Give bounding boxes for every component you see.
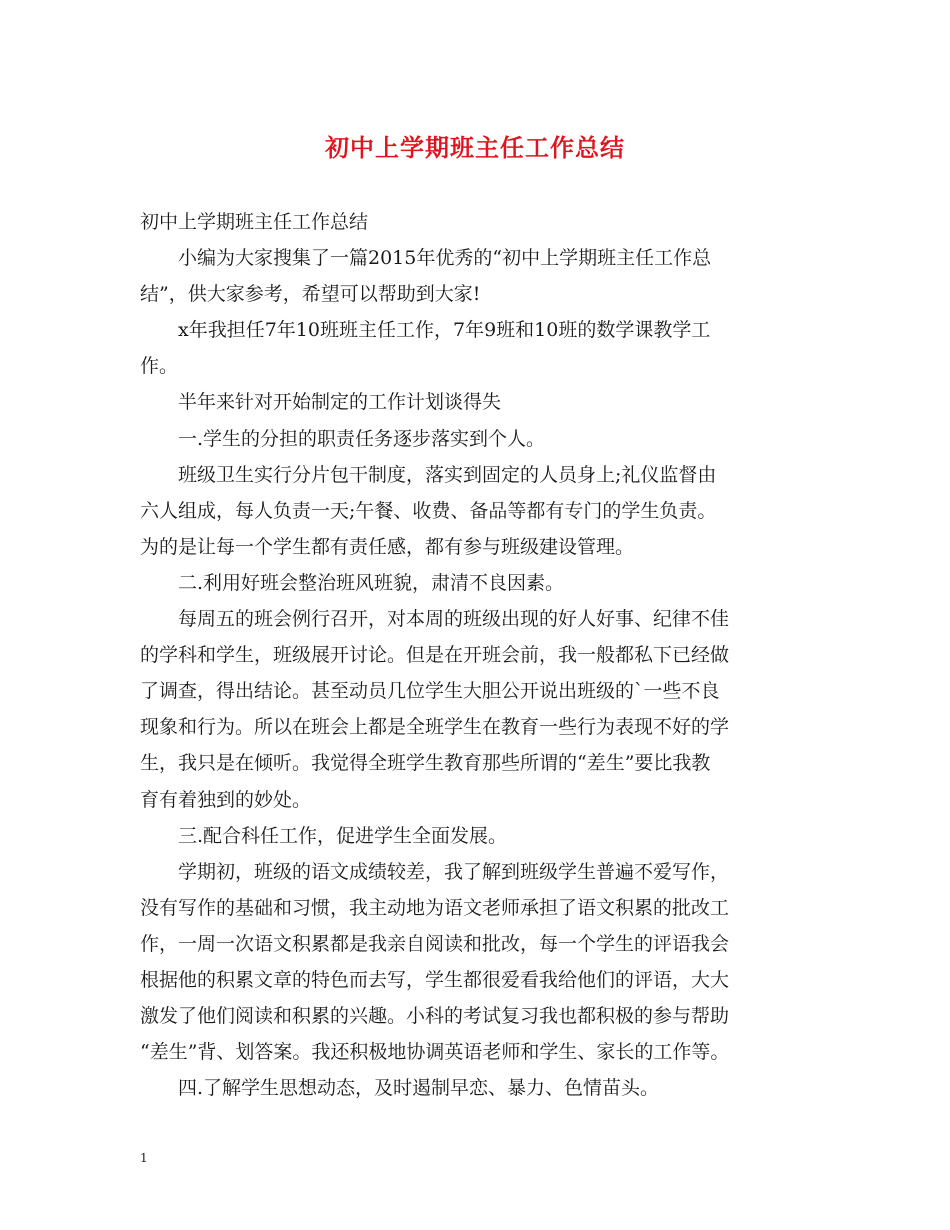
- text-line: 半年来针对开始制定的工作计划谈得失: [178, 391, 502, 414]
- text-line: 了调查，得出结论。甚至动员几位学生大胆公开说出班级的`一些不良: [140, 680, 720, 703]
- document-title: 初中上学期班主任工作总结: [325, 133, 625, 162]
- text-line: x年我担任7年10班班主任工作，7年9班和10班的数学课教学工: [178, 319, 711, 342]
- text-line: 的学科和学生，班级展开讨论。但是在开班会前，我一般都私下已经做: [140, 644, 730, 667]
- text-line: 初中上学期班主任工作总结: [140, 211, 369, 233]
- text-line: “差生”背、划答案。我还积极地协调英语老师和学生、家长的工作等。: [140, 1041, 730, 1064]
- text-line: 没有写作的基础和习惯，我主动地为语文老师承担了语文积累的批改工: [140, 896, 730, 919]
- text-line: 结”，供大家参考，希望可以帮助到大家!: [140, 283, 481, 306]
- section-heading: 二.利用好班会整治班风班貌，肃清不良因素。: [178, 571, 565, 594]
- text-line: 班级卫生实行分片包干制度，落实到固定的人员身上;礼仪监督由: [178, 463, 717, 486]
- text-line: 育有着独到的妙处。: [140, 788, 312, 811]
- text-line: 生，我只是在倾听。我觉得全班学生教育那些所谓的“差生”要比我教: [140, 752, 711, 775]
- text-line: 为的是让每一个学生都有责任感，都有参与班级建设管理。: [140, 535, 635, 558]
- text-line: 小编为大家搜集了一篇2015年优秀的“初中上学期班主任工作总: [178, 247, 712, 270]
- text-line: 学期初，班级的语文成绩较差，我了解到班级学生普遍不爱写作，: [178, 860, 730, 883]
- section-heading: 三.配合科任工作，促进学生全面发展。: [178, 824, 508, 847]
- text-line: 六人组成，每人负责一天;午餐、收费、备品等都有专门的学生负责。: [140, 499, 717, 522]
- text-line: 作。: [140, 355, 179, 378]
- text-line: 根据他的积累文章的特色而去写，学生都很爱看我给他们的评语，大大: [140, 968, 730, 991]
- text-line: 现象和行为。所以在班会上都是全班学生在教育一些行为表现不好的学: [140, 716, 730, 739]
- section-heading: 一.学生的分担的职责任务逐步落实到个人。: [178, 427, 546, 450]
- document-body: [140, 204, 820, 1106]
- text-line: 每周五的班会例行召开，对本周的班级出现的好人好事、纪律不佳: [178, 608, 730, 631]
- text-line: 作，一周一次语文积累都是我亲自阅读和批改，每一个学生的评语我会: [140, 932, 730, 955]
- section-heading: 四.了解学生思想动态，及时遏制早恋、暴力、色情苗头。: [178, 1077, 660, 1100]
- page-number: 1: [140, 1151, 148, 1165]
- text-line: 激发了他们阅读和积累的兴趣。小科的考试复习我也都积极的参与帮助: [140, 1005, 730, 1028]
